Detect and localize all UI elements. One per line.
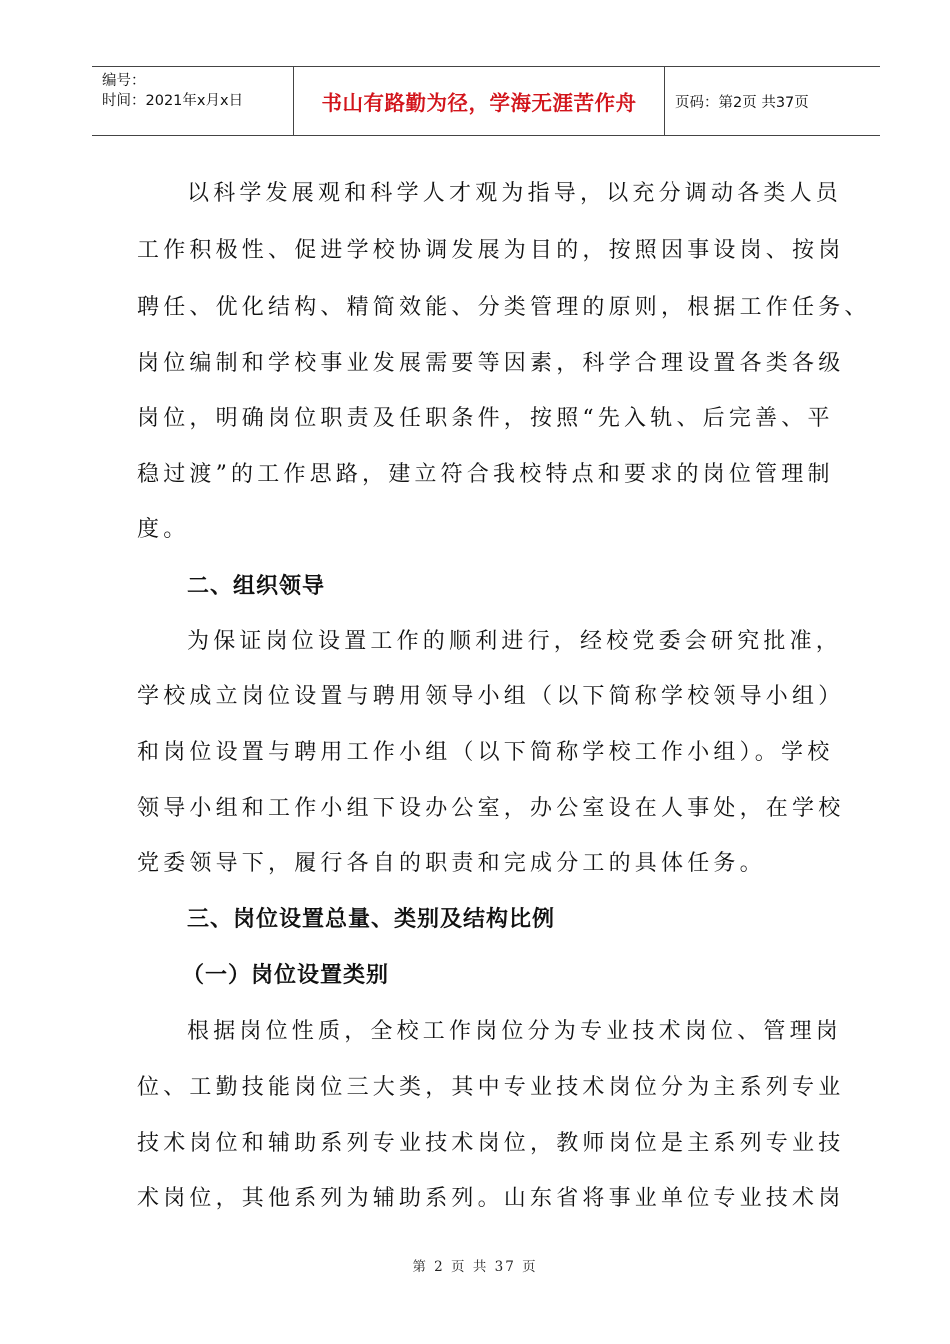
para2-line-1: 为保证岗位设置工作的顺利进行，经校党委会研究批准， (187, 629, 843, 654)
para2-line-3: 和岗位设置与聘用工作小组（以下简称学校工作小组）。学校 (137, 740, 834, 765)
para2-line-4: 领导小组和工作小组下设办公室，办公室设在人事处，在学校 (137, 796, 845, 821)
para1-line-4: 岗位编制和学校事业发展需要等因素，科学合理设置各类各级 (137, 351, 845, 376)
para3-line-1: 根据岗位性质，全校工作岗位分为专业技术岗位、管理岗 (187, 1019, 843, 1044)
para2-line-5: 党委领导下，履行各自的职责和完成分工的具体任务。 (137, 851, 766, 876)
para1-line-7: 度。 (137, 517, 190, 542)
para1-line-6: 稳过渡”的工作思路，建立符合我校特点和要求的岗位管理制 (137, 462, 834, 487)
page-header (92, 66, 880, 136)
header-motto: 书山有路勤为径，学海无涯苦作舟 (293, 67, 665, 135)
header-page-label: 页码：第2页 共37页 (675, 94, 809, 111)
para2-line-2: 学校成立岗位设置与聘用领导小组（以下简称学校领导小组） (137, 684, 845, 709)
section-heading-2: 二、组织领导 (187, 574, 326, 599)
subsection-heading-1: （一）岗位设置类别 (182, 963, 390, 988)
page-footer: 第 2 页 共 37 页 (412, 1259, 538, 1275)
para1-line-2: 工作积极性、促进学校协调发展为目的，按照因事设岗、按岗 (137, 238, 845, 263)
header-meta (92, 67, 293, 135)
para1-line-1: 以科学发展观和科学人才观为指导，以充分调动各类人员 (187, 181, 843, 206)
para1-line-5: 岗位，明确岗位职责及任职条件，按照“先入轨、后完善、平 (137, 406, 834, 431)
para3-line-4: 术岗位，其他系列为辅助系列。山东省将事业单位专业技术岗 (137, 1186, 845, 1211)
code-label: 编号： (102, 73, 146, 89)
para3-line-2: 位、工勤技能岗位三大类，其中专业技术岗位分为主系列专业 (137, 1075, 845, 1100)
para3-line-3: 技术岗位和辅助系列专业技术岗位，教师岗位是主系列专业技 (137, 1131, 845, 1156)
para1-line-3: 聘任、优化结构、精简效能、分类管理的原则，根据工作任务、 (137, 295, 871, 320)
time-label: 时间：2021年x月x日 (102, 93, 244, 109)
section-heading-3: 三、岗位设置总量、类别及结构比例 (187, 907, 556, 932)
